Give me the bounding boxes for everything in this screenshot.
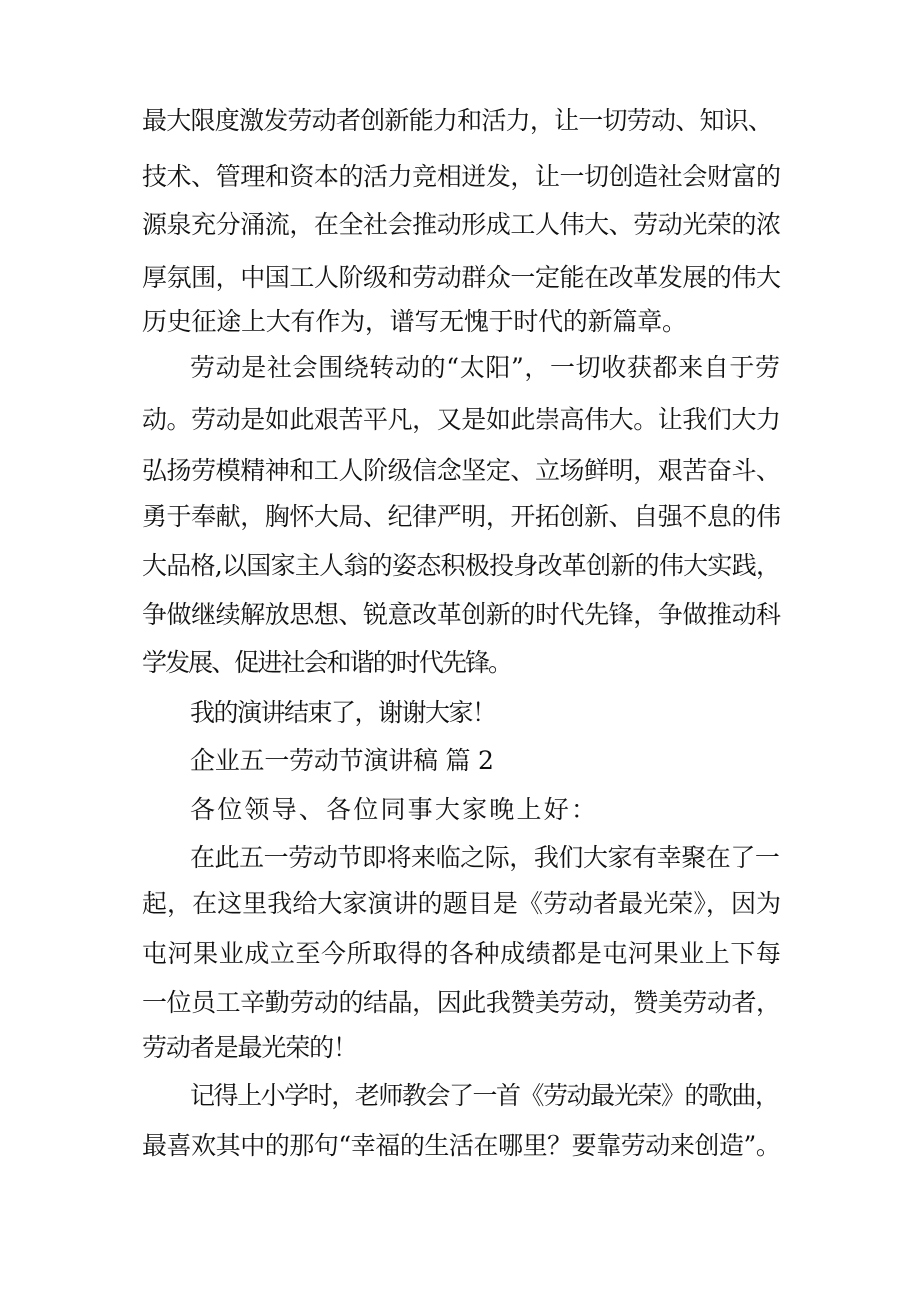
text-line: [0, 741, 920, 781]
line-text: 厚氛围，中国工人阶级和劳动群众一定能在改革发展的伟大: [142, 263, 781, 292]
line-text: 历史征途上大有作为，谱写无愧于时代的新篇章。: [142, 307, 687, 336]
text-line: [0, 1076, 920, 1116]
line-text: 动。劳动是如此艰苦平凡，又是如此崇高伟大。让我们大力: [142, 405, 781, 434]
text-line: [0, 838, 920, 878]
text-line: [0, 258, 920, 298]
text-line: [0, 1126, 920, 1166]
line-text: 在此五一劳动节即将来临之际，我们大家有幸聚在了一: [190, 843, 780, 872]
text-line: [0, 205, 920, 245]
line-text: 大品格,以国家主人翁的姿态积极投身改革创新的伟大实践，: [142, 551, 781, 580]
line-text: 争做继续解放思想、锐意改革创新的时代先锋，争做推动科: [142, 600, 781, 629]
text-line: [0, 451, 920, 491]
line-text: 源泉充分涌流，在全社会推动形成工人伟大、劳动光荣的浓: [142, 210, 781, 239]
line-text: 学发展、促进社会和谐的时代先锋。: [142, 648, 512, 677]
text-line: [0, 643, 920, 683]
text-line: [0, 595, 920, 635]
line-text: 各位领导、各位同事大家晚上好：: [190, 795, 599, 824]
line-text: 最大限度激发劳动者创新能力和活力，让一切劳动、知识、: [142, 106, 773, 135]
line-text: 起，在这里我给大家演讲的题目是《劳动者最光荣》，因为: [142, 889, 782, 918]
text-line: [0, 157, 920, 197]
text-line: [0, 1028, 920, 1068]
text-line: [0, 497, 920, 537]
text-line: [0, 790, 920, 830]
line-text: 一位员工辛勤劳动的结晶，因此我赞美劳动，赞美劳动者，: [142, 988, 781, 1017]
line-text: 最喜欢其中的那句“幸福的生活在哪里？要靠劳动来创造”。: [142, 1131, 781, 1160]
text-line: [0, 983, 920, 1023]
line-text: 劳动者是最光荣的！: [142, 1033, 357, 1062]
line-text: 勇于奉献，胸怀大局、纪律严明，开拓创新、自强不息的伟: [142, 502, 781, 531]
line-text: 弘扬劳模精神和工人阶级信念坚定、立场鲜明，艰苦奋斗、: [142, 456, 781, 485]
line-text: 屯河果业成立至今所取得的各种成绩都是屯河果业上下每: [142, 939, 782, 968]
line-text: 我的演讲结束了，谢谢大家！: [190, 698, 496, 727]
line-text: 技术、管理和资本的活力竞相迸发，让一切创造社会财富的: [142, 162, 781, 191]
text-line: [0, 693, 920, 733]
line-text: 企业五一劳动节演讲稿 篇 2: [190, 746, 494, 775]
text-line: [0, 934, 920, 974]
text-line: [0, 348, 920, 388]
text-line: [0, 101, 920, 141]
text-line: [0, 546, 920, 586]
line-text: 劳动是社会围绕转动的“太阳”，一切收获都来自于劳: [190, 353, 781, 382]
line-text: 记得上小学时，老师教会了一首《劳动最光荣》的歌曲，: [190, 1081, 779, 1110]
text-line: [0, 400, 920, 440]
text-line: [0, 884, 920, 924]
text-line: [0, 302, 920, 342]
